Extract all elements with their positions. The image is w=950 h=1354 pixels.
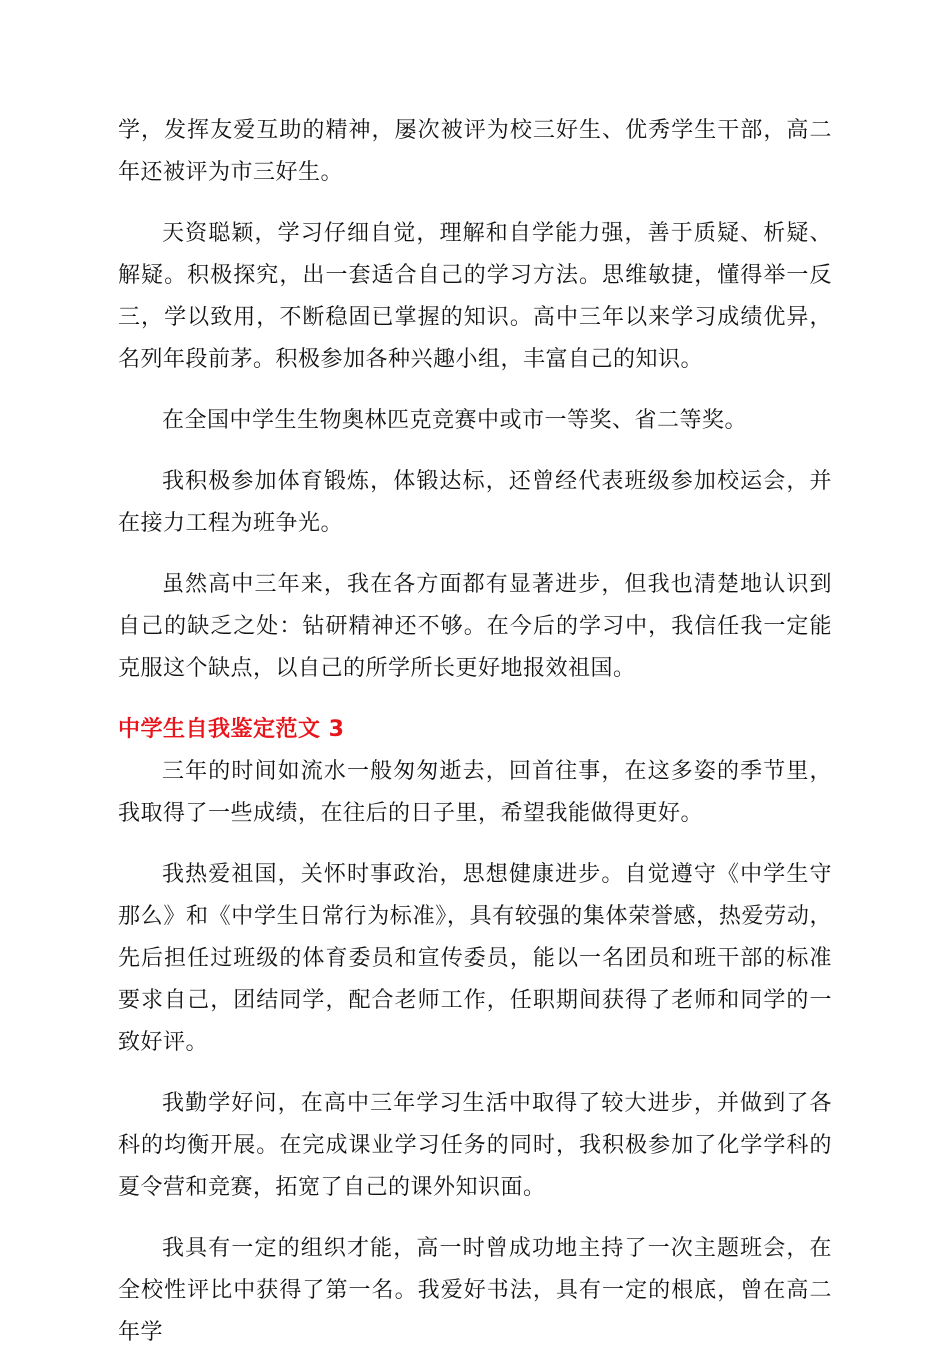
paragraph-continuation: 学，发挥友爱互助的精神，屡次被评为校三好生、优秀学生干部，高二年还被评为市三好生。 <box>118 118 832 185</box>
section-heading: 中学生自我鉴定范文 3 <box>118 717 345 742</box>
paragraph-competition: 在全国中学生生物奥林匹克竞赛中或市一等奖、省二等奖。 <box>162 408 748 433</box>
paragraph-organization: 我具有一定的组织才能，高一时曾成功地主持了一次主题班会，在全校性评比中获得了第一名。我爱好书法，具有一定的根底，曾在高二年学 <box>118 1236 832 1345</box>
paragraph-conduct: 我热爱祖国，关怀时事政治，思想健康进步。自觉遵守《中学生守那么》和《中学生日常行为标准》，具有较强的集体荣誉感，热爱劳动，先后担任过班级的体育委员和宣传委员，能以一名团员和班干部的标准要求自己，团结同学，配合老师工作，任职期间获得了老师和同学的一致好评。 <box>118 862 832 1055</box>
paragraph-shortcoming: 虽然高中三年来，我在各方面都有显著进步，但我也清楚地认识到自己的缺乏之处：钻研精神还不够。在今后的学习中，我信任我一定能克服这个缺点，以自己的所学所长更好地报效祖国。 <box>118 572 832 681</box>
paragraph-sports: 我积极参加体育锻炼，体锻达标，还曾经代表班级参加校运会，并在接力工程为班争光。 <box>118 469 832 536</box>
paragraph-academics: 我勤学好问，在高中三年学习生活中取得了较大进步，并做到了各科的均衡开展。在完成课业学习任务的同时，我积极参加了化学学科的夏令营和竞赛，拓宽了自己的课外知识面。 <box>118 1091 832 1200</box>
paragraph-intro: 三年的时间如流水一般匆匆逝去，回首往事，在这多姿的季节里，我取得了一些成绩，在往后的日子里，希望我能做得更好。 <box>118 759 832 826</box>
paragraph-study-ability: 天资聪颖，学习仔细自觉，理解和自学能力强，善于质疑、析疑、解疑。积极探究，出一套适合自己的学习方法。思维敏捷，懂得举一反三，学以致用，不断稳固已掌握的知识。高中三年以来学习成绩优异，名列年段前茅。积极参加各种兴趣小组，丰富自己的知识。 <box>118 221 832 372</box>
